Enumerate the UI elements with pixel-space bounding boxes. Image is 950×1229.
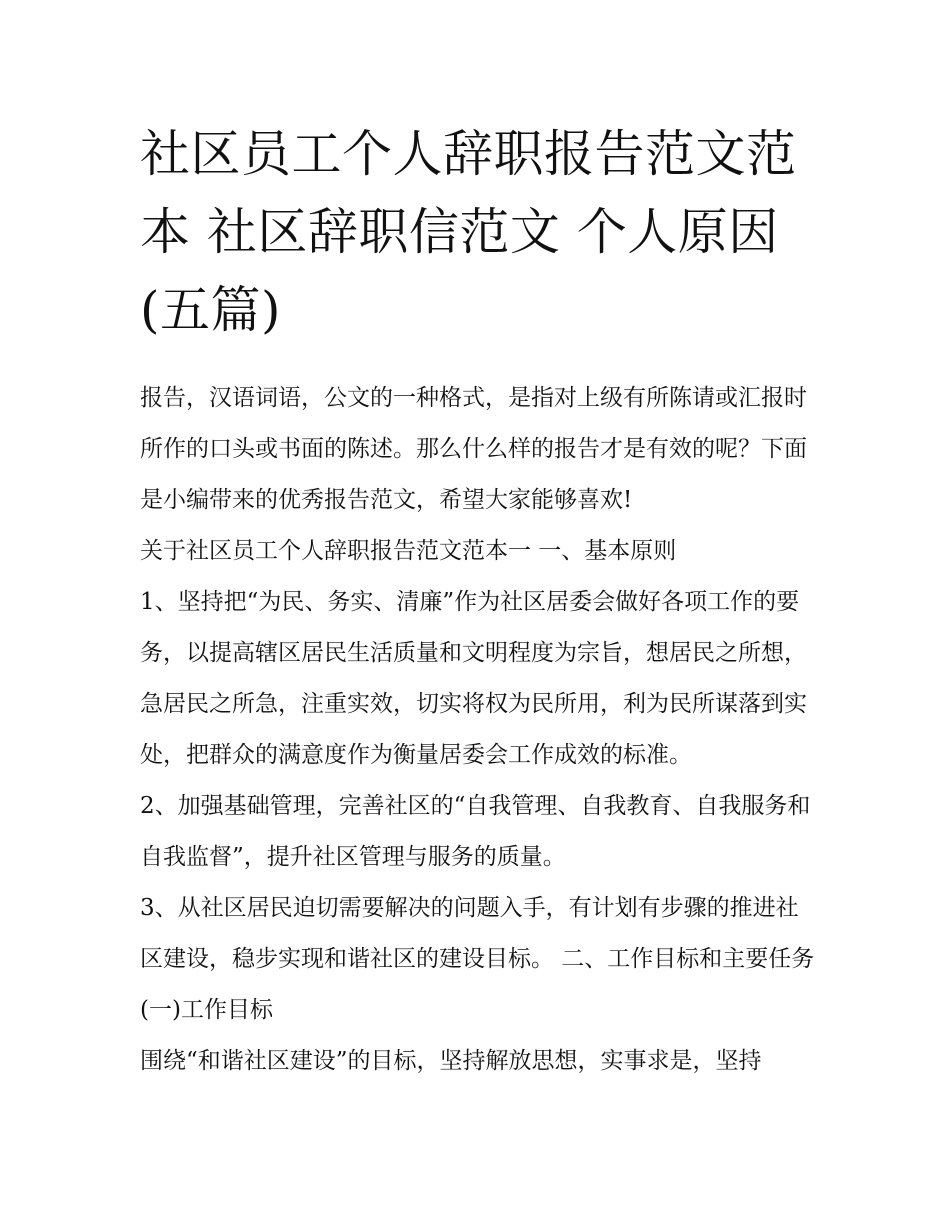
principle-2-paragraph: 2、加强基础管理，完善社区的“自我管理、自我教育、自我服务和自我监督”，提升社区管理与服务的质量。 [140,793,811,870]
document-title: 社区员工个人辞职报告范文范本 社区辞职信范文 个人原因(五篇) [140,125,797,339]
principle-3-paragraph: 3、从社区居民迫切需要解决的问题入手，有计划有步骤的推进社区建设，稳步实现和谐社区的建设目标。 二、工作目标和主要任务 (一)工作目标 [140,895,815,1023]
intro-paragraph: 报告，汉语词语，公文的一种格式，是指对上级有所陈请或汇报时所作的口头或书面的陈述。那么什么样的报告才是有效的呢？下面是小编带来的优秀报告范文，希望大家能够喜欢! [140,385,807,513]
section-heading: 关于社区员工个人辞职报告范文范本一 一、基本原则 [140,538,677,564]
document-page [140,115,815,1087]
goal-paragraph: 围绕“和谐社区建设”的目标，坚持解放思想，实事求是，坚持 [140,1048,762,1074]
principle-1-paragraph: 1、坚持把“为民、务实、清廉”作为社区居委会做好各项工作的要务，以提高辖区居民生活质量和文明程度为宗旨，想居民之所想，急居民之所急，注重实效，切实将权为民所用，利为民所谋落到实处，把群众的满意度作为衡量居委会工作成效的标准。 [140,589,807,768]
